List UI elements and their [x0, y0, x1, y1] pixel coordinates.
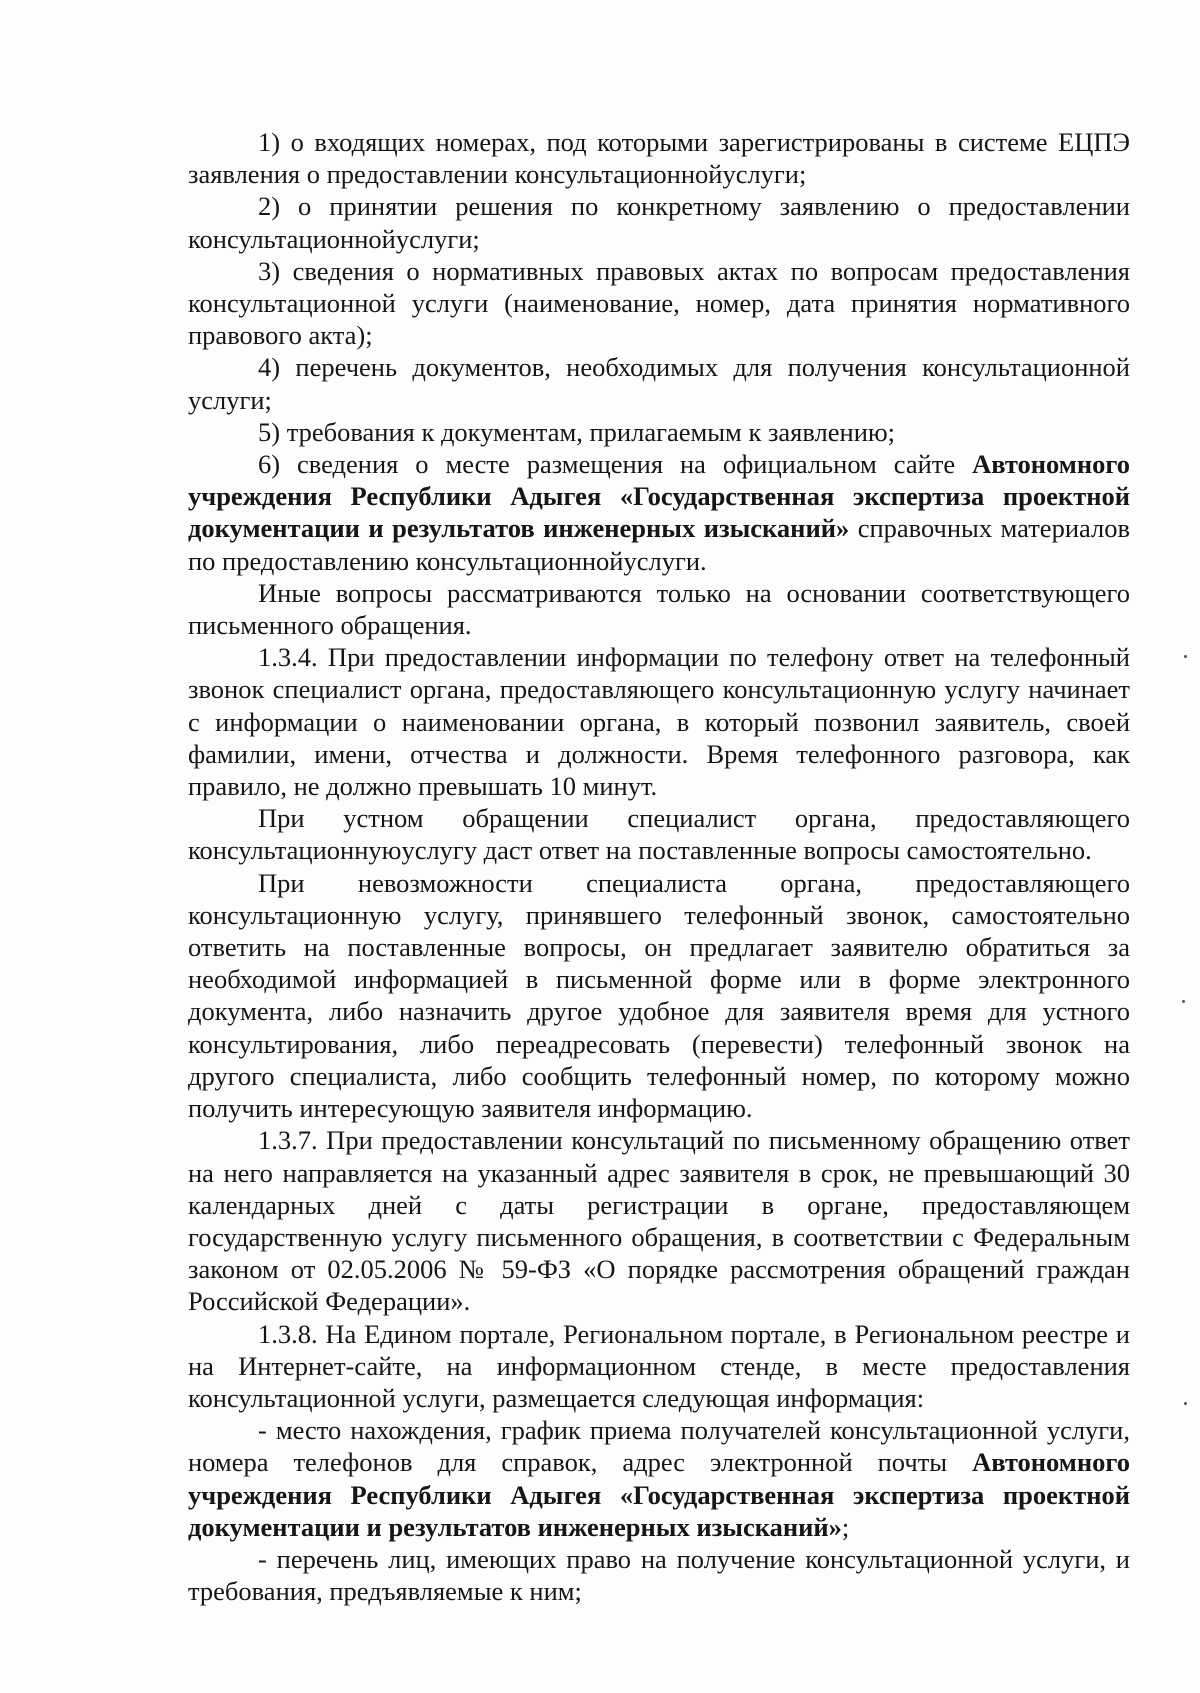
scan-speck — [1184, 1402, 1187, 1405]
paragraph — [188, 1318, 1130, 1415]
text-run: ; — [841, 1511, 850, 1542]
text-run: При устном обращении специалист органа, предоставляющего консультационнуюуслугу даст ответ на поставленные вопросы самостоятельно. — [188, 803, 1130, 866]
paragraph — [188, 1414, 1130, 1543]
paragraph — [188, 641, 1130, 802]
text-run: - перечень лиц, имеющих право на получение консультационной услуги, и требования, предъявляемые к ним; — [188, 1543, 1130, 1607]
paragraph — [188, 448, 1130, 577]
text-run: Иные вопросы рассматриваются только на основании соответствующего письменного обращения. — [188, 577, 1130, 641]
text-run: 3) сведения о нормативных правовых актах по вопросам предоставления консультационной услуги (наименование, номер, дата принятия нормативного правового акта); — [188, 255, 1130, 351]
scan-speck — [1182, 1000, 1185, 1003]
text-run: 1.3.8. На Едином портале, Региональном портале, в Региональном реестре и на Интернет-сайте, на информационном стенде, в месте предоставления консультационной услуги, размещается следующая информация: — [188, 1318, 1130, 1413]
text-run: справочных материалов по предоставлению консультационнойуслуги. — [188, 513, 1130, 576]
paragraph — [188, 867, 1130, 1125]
text-run: 1.3.7. При предоставлении консультаций по письменному обращению ответ на него направляется на указанный адрес заявителя в срок, не превышающий 30 календарных дней с даты регистрации в органе, предоставляющем государственную услугу письменного обращения, в соответствии с Федеральным законом от 02.05.2006 № 59-ФЗ «О порядке рассмотрения обращений граждан Российской Федерации». — [188, 1125, 1130, 1317]
text-run: При невозможности специалиста органа, предоставляющего консультационную услугу, принявшего телефонный звонок, самостоятельно ответить на поставленные вопросы, он предлагает заявителю обратиться за необходимой информацией в письменной форме или в форме электронного документа, либо назначить другое удобное для заявителя время для устного консультирования, либо переадресовать (перевести) телефонный звонок на другого специалиста, либо сообщить телефонный номер, по которому можно получить интересующую заявителя информацию. — [188, 867, 1130, 1124]
text-run: 1.3.4. При предоставлении информации по телефону ответ на телефонный звонок специалист органа, предоставляющего консультационную услугу начинает с информации о наименовании органа, в который позвонил заявитель, своей фамилии, имени, отчества и должности. Время телефонного разговора, как правило, не должно превышать 10 минут. — [188, 642, 1130, 802]
scan-speck — [1184, 655, 1187, 658]
paragraph — [188, 1124, 1130, 1317]
paragraph — [188, 1543, 1130, 1607]
bold-text: Автономного учреждения Республики Адыгея «Государственная экспертиза проектной документации и результатов инженерных изысканий» — [188, 449, 1130, 544]
paragraph — [188, 255, 1130, 352]
paragraph — [188, 126, 1130, 190]
paragraph — [188, 190, 1130, 254]
paragraph — [188, 802, 1130, 866]
paragraph — [188, 577, 1130, 641]
bold-text: Автономного учреждения Республики Адыгея «Государственная экспертиза проектной документации и результатов инженерных изысканий» — [188, 1447, 1130, 1542]
document-body — [188, 126, 1130, 1607]
paragraph — [188, 416, 1130, 448]
paragraph — [188, 351, 1130, 415]
text-run: 6) сведения о месте размещения на официальном сайте — [258, 449, 973, 480]
text-run: 2) о принятии решения по конкретному заявлению о предоставлении консультационнойуслуги; — [188, 191, 1130, 254]
text-run: - место нахождения, график приема получателей консультационной услуги, номера телефонов для справок, адрес электронной почты — [188, 1415, 1130, 1478]
text-run: 1) о входящих номерах, под которыми зарегистрированы в системе ЕЦПЭ заявления о предоставлении консультационнойуслуги; — [188, 127, 1130, 190]
text-run: 4) перечень документов, необходимых для получения консультационной услуги; — [188, 352, 1130, 415]
text-run: 5) требования к документам, прилагаемым к заявлению; — [258, 416, 896, 447]
